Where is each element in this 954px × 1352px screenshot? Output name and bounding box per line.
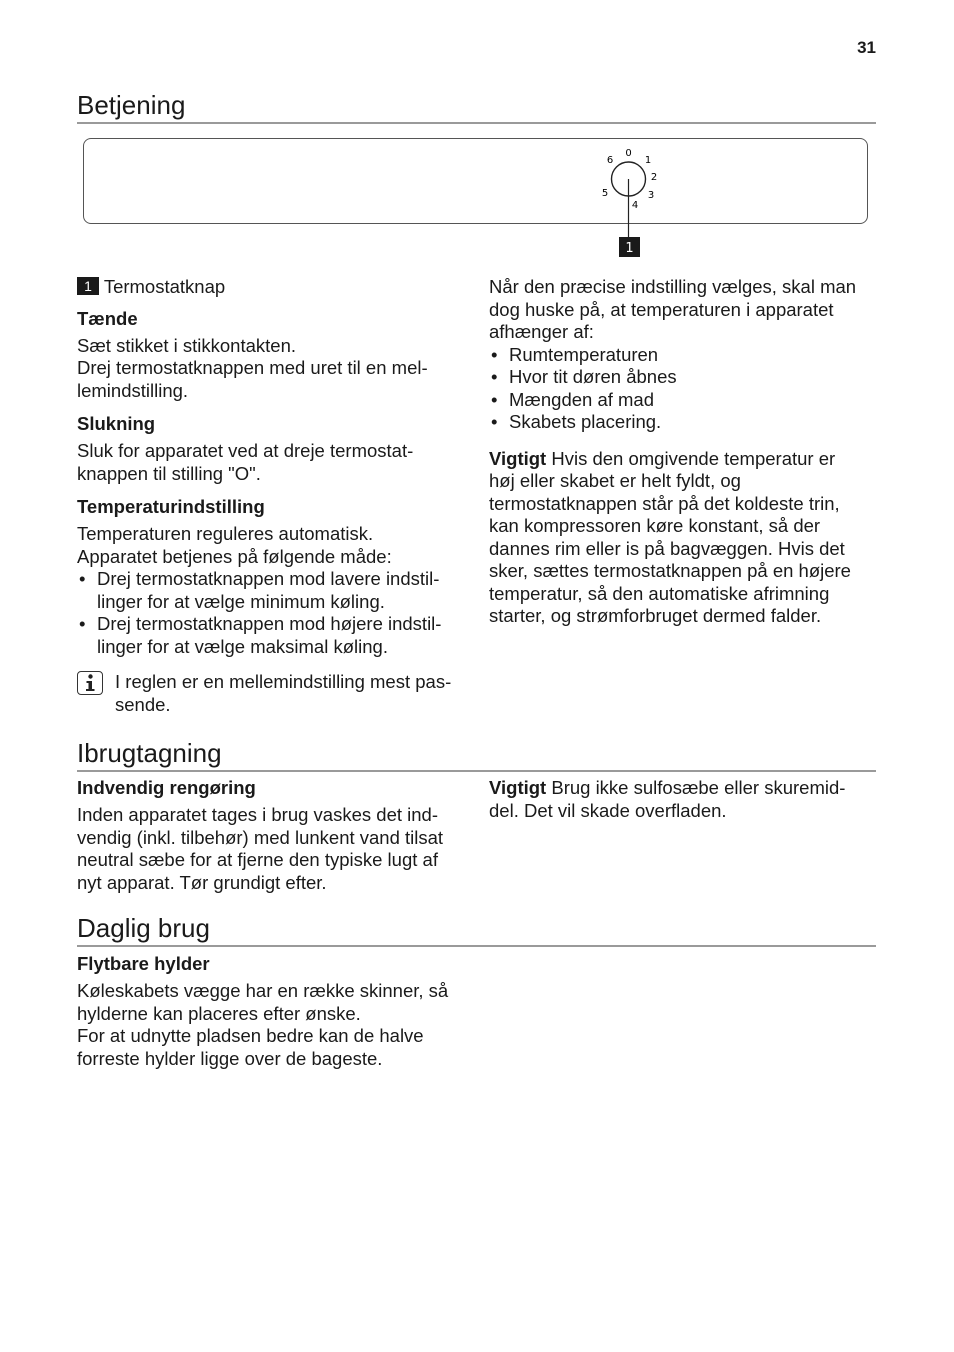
thermostat-dial-diagram [590, 140, 670, 260]
temperature-factors-list [489, 344, 877, 434]
section-title-ibrugtagning: Ibrugtagning [77, 738, 222, 768]
heading-taende: Tænde [77, 307, 138, 329]
legend-number-box: 1 [77, 277, 99, 295]
list-item: • Mængden af mad [489, 389, 877, 412]
list-item: • Rumtemperaturen [489, 344, 877, 367]
heading-slukning: Slukning [77, 413, 156, 434]
section-title-daglig-brug: Daglig brug [77, 913, 210, 943]
flytbare-text: Køleskabets vægge har en række skinner, så hylderne kan placeres efter ønske. For at udnytte pladsen bedre kan de halve forreste hylder ligge over de bageste. [77, 980, 449, 1069]
heading-indvendig-rengoering: Indvendig rengøring [77, 777, 256, 798]
betjening-right-column [489, 276, 877, 628]
dial-number-3: 3 [647, 190, 655, 201]
section-rule [77, 770, 876, 772]
heading-flytbare-hylder: Flytbare hylder [77, 953, 210, 974]
temperaturindstilling-list [77, 568, 465, 658]
ibrugtagning-left-column [77, 777, 465, 894]
taende-text: Sæt stikket i stikkontakten. Drej termostatknappen med uret til en mel- lemindstilling. [77, 334, 428, 401]
daglig-brug-left-column [77, 953, 465, 1070]
dial-number-1: 1 [644, 155, 652, 166]
indvendig-text: Inden apparatet tages i brug vaskes det ind- vendig (inkl. tilbehør) med lunkent vand tilsat neutral sæbe for at fjerne den typiske lugt af nyt apparat. Tør grundigt efter. [77, 804, 444, 893]
dial-number-0: 0 [625, 148, 632, 159]
dial-number-2: 2 [650, 172, 658, 183]
section-rule [77, 122, 876, 124]
betjening-left-column [77, 276, 465, 716]
dial-number-5: 5 [601, 188, 609, 199]
important-note: Vigtigt Brug ikke sulfosæbe eller skuremid- del. Det vil skade overfladen. [489, 777, 846, 821]
info-icon [77, 671, 103, 695]
page-number: 31 [857, 38, 876, 57]
important-label: Vigtigt [489, 777, 547, 798]
control-panel-diagram [83, 138, 868, 224]
list-item: • Drej termostatknappen mod højere indstil- linger for at vælge maksimal køling. [77, 613, 465, 658]
dial-number-6: 6 [606, 155, 614, 166]
important-label: Vigtigt [489, 447, 547, 469]
ibrugtagning-right-column [489, 777, 877, 822]
list-item: • Skabets placering. [489, 411, 877, 434]
list-item: • Hvor tit døren åbnes [489, 366, 877, 389]
heading-temperaturindstilling: Temperaturindstilling [77, 496, 265, 517]
precise-setting-intro: Når den præcise indstilling vælges, skal man dog huske på, at temperaturen i apparatet afhænger af: [489, 276, 857, 342]
important-note: Vigtigt Hvis den omgivende temperatur er høj eller skabet er helt fyldt, og termostatknappen står på det koldeste trin, kan kompressoren køre konstant, så der dannes rim eller is på bagvæggen. Hvis det sker, sættes termostatknappen på en højere temperatur, så den automatiske afrimning starter, og strømforbruget dermed falder. [489, 447, 851, 626]
info-note [77, 671, 465, 716]
slukning-text: Sluk for apparatet ved at dreje termostat- knappen til stilling "O". [77, 440, 414, 484]
list-item: • Drej termostatknappen mod lavere indstil- linger for at vælge minimum køling. [77, 568, 465, 613]
legend-label: Termostatknap [103, 276, 226, 297]
dial-number-4: 4 [631, 200, 639, 211]
section-rule [77, 945, 876, 947]
section-title-betjening: Betjening [77, 90, 186, 120]
callout-number: 1 [625, 241, 634, 256]
temperaturindstilling-text: Temperaturen reguleres automatisk. Apparatet betjenes på følgende måde: [77, 523, 392, 567]
info-note-text: I reglen er en mellemindstilling mest pas- sende. [115, 671, 452, 715]
